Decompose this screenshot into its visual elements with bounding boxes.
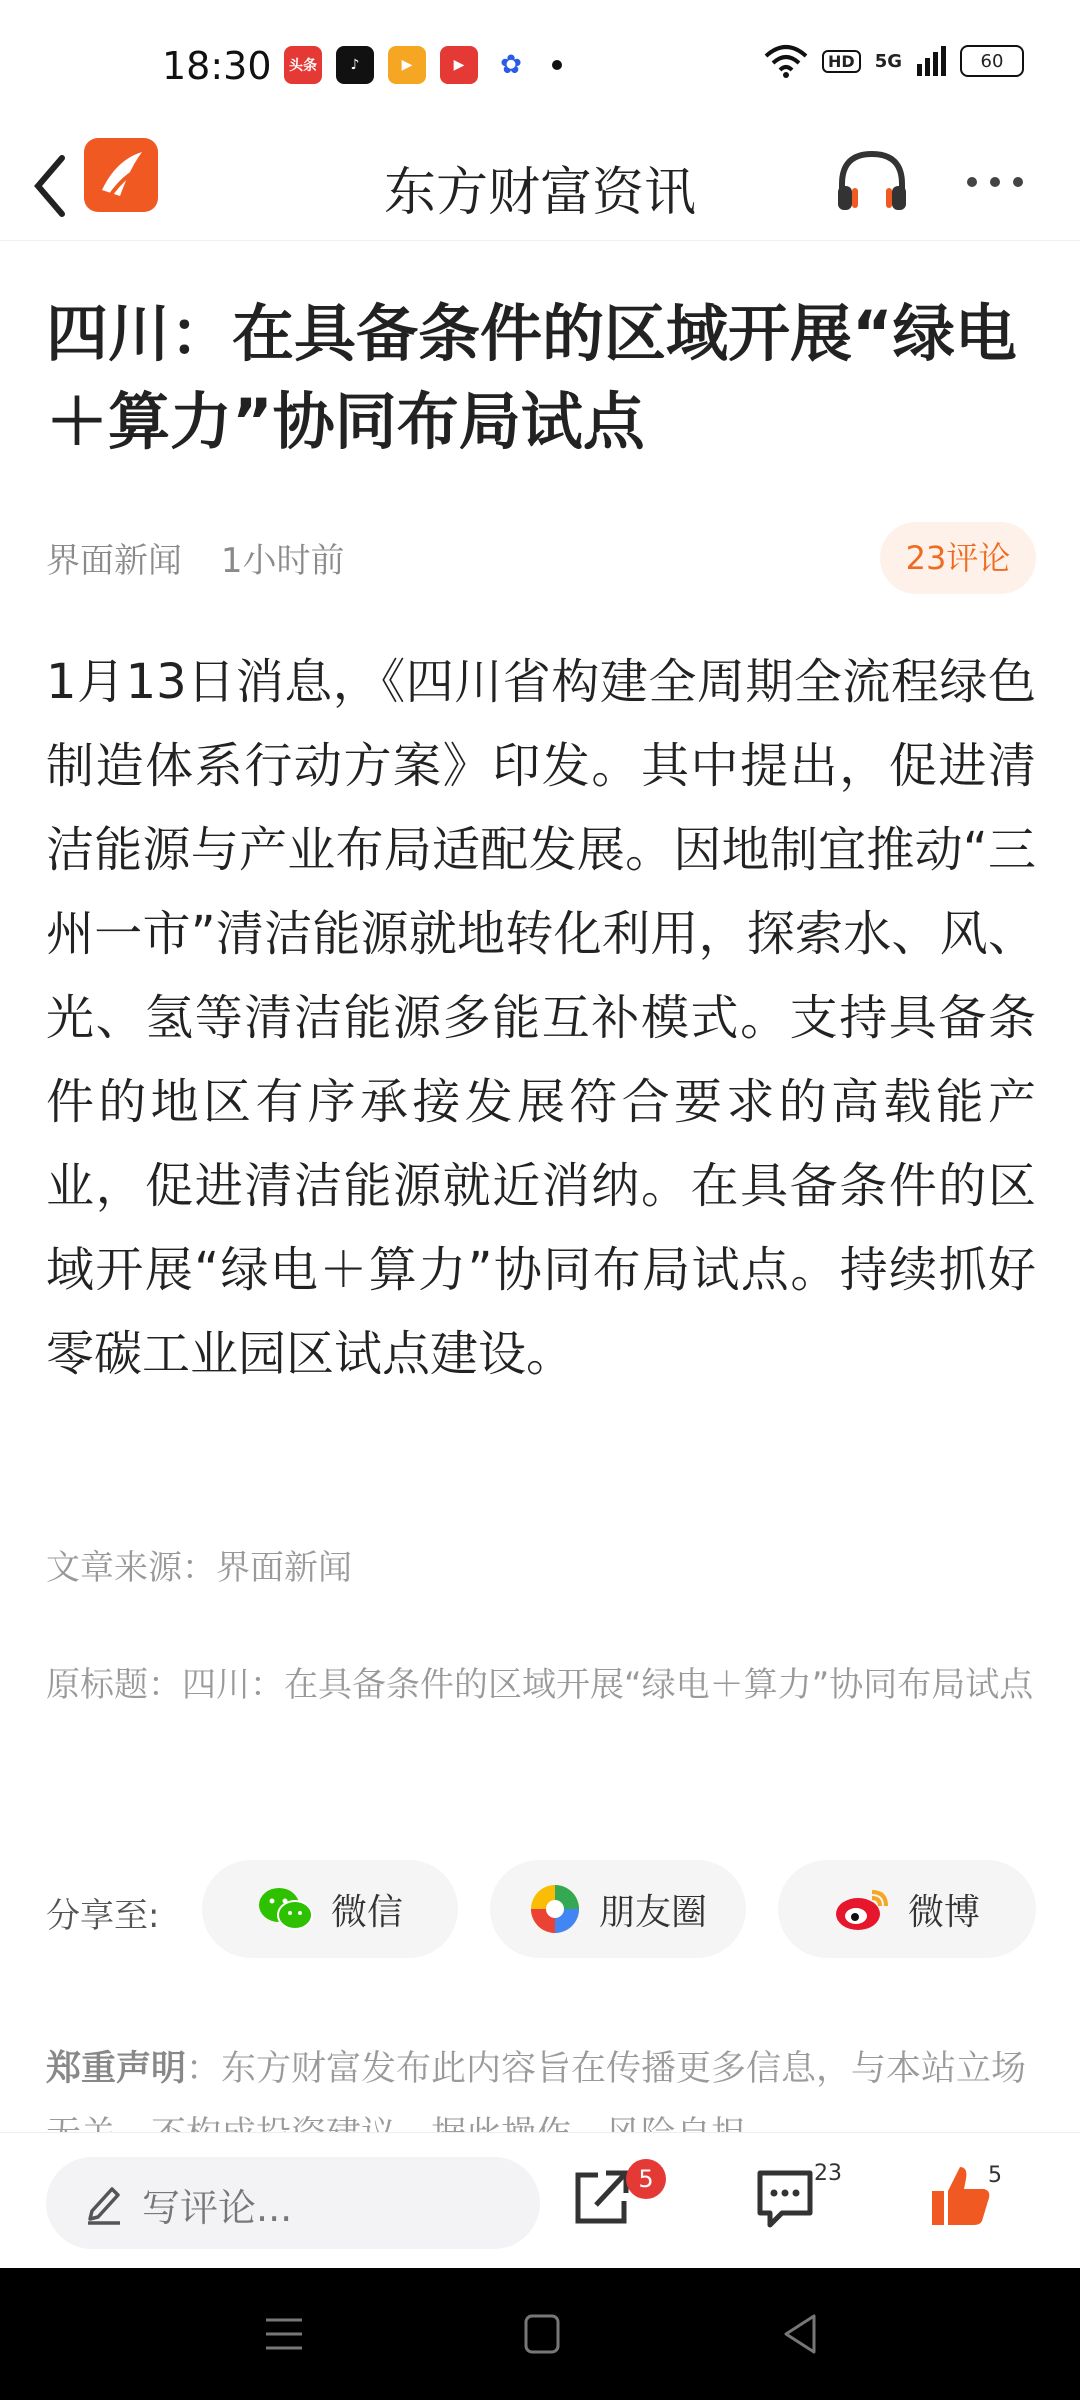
wifi-icon xyxy=(764,44,808,78)
back-nav-icon[interactable] xyxy=(780,2312,820,2356)
share-wechat-button[interactable] xyxy=(202,1860,458,1958)
share-weibo-label: 微博 xyxy=(907,1891,980,1933)
disclaimer-label: 郑重声明 xyxy=(46,2049,187,2089)
signal-icon xyxy=(916,46,946,76)
bottom-action-bar xyxy=(0,2132,1080,2269)
toutiao-icon: 头条 xyxy=(284,46,322,84)
more-notifications-dot xyxy=(552,60,562,70)
disclaimer xyxy=(46,2036,1036,2132)
article-meta xyxy=(46,533,372,582)
headphones-icon[interactable] xyxy=(834,148,910,214)
status-bar xyxy=(0,0,1080,130)
share-badge: 5 xyxy=(626,2159,666,2199)
article-title: 四川：在具备条件的区域开展“绿电＋算力”协同布局试点 xyxy=(46,297,1017,458)
article-time: 1小时前 xyxy=(220,541,345,581)
baidu-icon: ✿ xyxy=(492,46,530,84)
share-wechat-label: 微信 xyxy=(330,1891,403,1933)
disclaimer-text: ：东方财富发布此内容旨在传播更多信息，与本站立场 xyxy=(186,2049,1027,2089)
comments-button[interactable]: 23评论 xyxy=(880,522,1036,594)
like-count: 5 xyxy=(988,2163,1002,2188)
battery-icon: 60 xyxy=(960,45,1024,77)
system-nav-bar xyxy=(0,2268,1080,2400)
article-body: 1月13日消息，《四川省构建全周期全流程绿色制造体系行动方案》印发。其中提出，促进清洁能源与产业布局适配发展。因地制宜推动“三州一市”清洁能源就地转化利用，探索水、风、光、氢等清洁能源多能互补模式。支持具备条件的地区有序承接发展符合要求的高载能产业，促进清洁能源就近消纳。在具备条件的区域开展“绿电＋算力”协同布局试点。持续抓好零碳工业园区试点建设。 xyxy=(46,654,1036,1382)
article-source: 文章来源：界面新闻 xyxy=(46,1548,352,1588)
menu-nav-icon[interactable] xyxy=(262,2314,306,2354)
system-icons xyxy=(764,44,1024,78)
weibo-icon xyxy=(834,1886,890,1932)
network-type: 5G xyxy=(874,50,902,72)
pencil-icon xyxy=(84,2181,124,2225)
comment-count: 23 xyxy=(814,2161,842,2186)
clock: 18:30 xyxy=(162,44,272,88)
share-icon[interactable] xyxy=(566,2161,636,2231)
share-weibo-button[interactable] xyxy=(778,1860,1036,1958)
wechat-icon xyxy=(257,1885,313,1933)
more-options-icon[interactable] xyxy=(960,148,1030,208)
comment-placeholder: 写评论... xyxy=(142,2186,293,2230)
share-label: 分享至: xyxy=(46,1896,160,1936)
hd-icon: HD xyxy=(822,50,861,73)
article-source-name[interactable]: 界面新闻 xyxy=(46,541,182,581)
like-icon[interactable] xyxy=(926,2161,996,2231)
comment-icon[interactable] xyxy=(750,2161,820,2231)
comment-input[interactable] xyxy=(46,2157,540,2249)
original-title: 原标题：四川：在具备条件的区域开展“绿电＋算力”协同布局试点 xyxy=(46,1665,1034,1705)
notification-icons xyxy=(284,46,562,84)
share-moments-button[interactable] xyxy=(490,1860,746,1958)
app-header xyxy=(0,130,1080,241)
video-icon: ▶ xyxy=(388,46,426,84)
page-title: 东方财富资讯 xyxy=(383,163,696,223)
douyin-icon: ♪ xyxy=(336,46,374,84)
play-icon: ▶ xyxy=(440,46,478,84)
home-nav-icon[interactable] xyxy=(522,2312,562,2356)
share-moments-label: 朋友圈 xyxy=(598,1891,707,1933)
moments-icon xyxy=(529,1883,581,1935)
